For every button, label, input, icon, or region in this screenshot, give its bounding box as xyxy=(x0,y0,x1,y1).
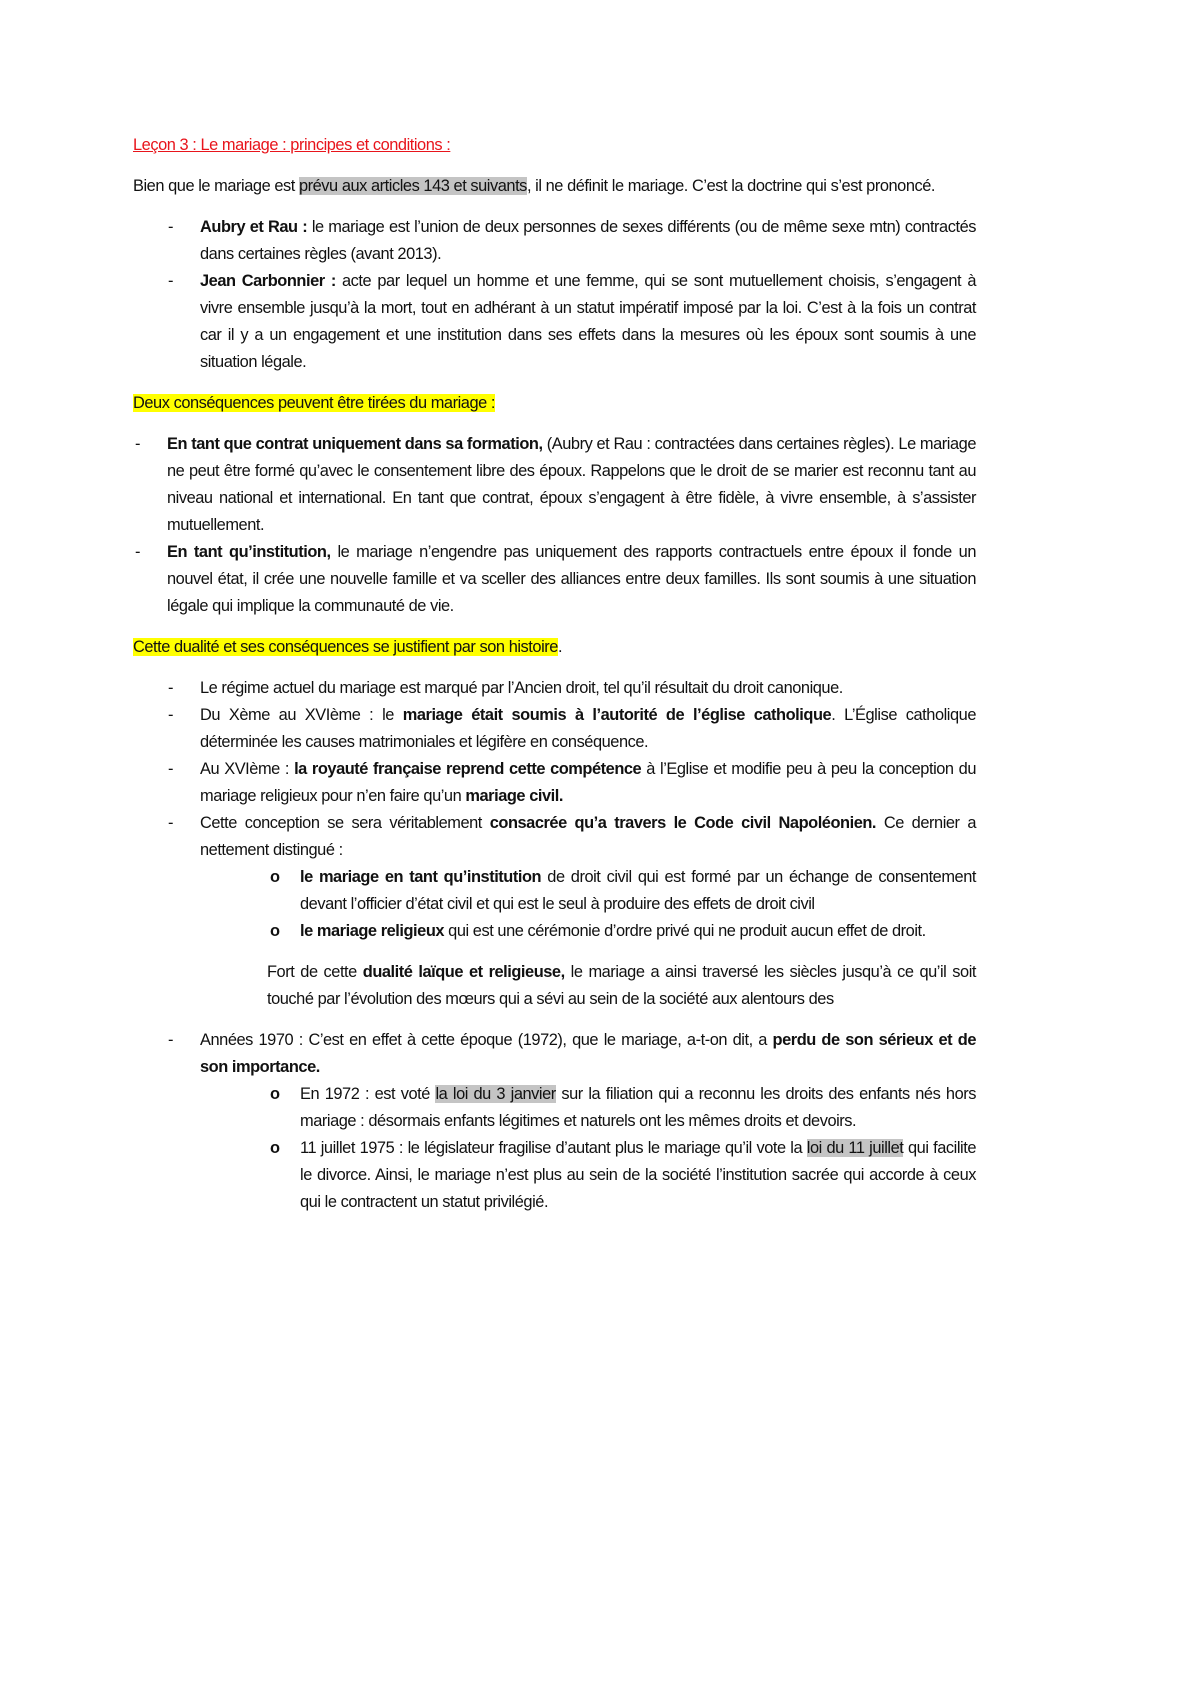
text-run: 11 juillet 1975 : le législateur fragilise d’autant plus le mariage qu’il vote la xyxy=(300,1139,807,1157)
highlighted-text: prévu aux articles 143 et suivants xyxy=(298,177,527,195)
list-item xyxy=(135,431,976,539)
text-run: le mariage est l’union de deux personnes de sexes différents (ou de même sexe mtn) contractés dans certaines règles (avant 2013). xyxy=(200,218,976,263)
bold-text: la royauté française reprend cette compétence xyxy=(294,760,642,778)
sub-list-item xyxy=(270,1081,976,1135)
paragraph-spacer xyxy=(133,200,976,214)
paragraph xyxy=(133,634,976,661)
text-run: , il ne définit le mariage. C’est la doctrine qui s’est prononcé. xyxy=(526,177,936,195)
list-item xyxy=(168,810,977,864)
text-run: acte par lequel un homme et une femme, qui se sont mutuellement choisis, s’engagent à vivre ensemble jusqu’à la mort, tout en adhérant à un statut impératif imposé par la loi. C’est à la fois un contrat car il y a un engagement et une institution dans ses effets dans la mesures où les époux sont soumis à une situation légale. xyxy=(200,272,976,371)
text-run: à l’Eglise et modifie peu à peu la conception du mariage religieux pour n’en faire qu’un xyxy=(200,760,976,805)
list-item xyxy=(135,539,976,620)
text-run: Au XVIème : xyxy=(200,760,295,778)
bold-text: dualité laïque et religieuse, xyxy=(362,963,565,981)
yellow-highlighted-text: Deux conséquences peuvent être tirées du mariage : xyxy=(133,394,495,412)
bullet-circle-icon: o xyxy=(270,922,280,940)
highlighted-text: loi du 11 juillet xyxy=(806,1139,904,1157)
bold-text: En tant qu’institution, xyxy=(167,543,331,561)
paragraph-spacer xyxy=(133,376,976,390)
paragraph-spacer xyxy=(133,620,976,634)
bullet-dash-icon: - xyxy=(168,706,174,724)
text-run: qui facilite le divorce. Ainsi, le mariage n’est plus au sein de la société l’institution sacrée qui accorde à ceux qui le contractent un statut privilégié. xyxy=(300,1139,976,1211)
text-run: qui est une cérémonie d’ordre privé qui ne produit aucun effet de droit. xyxy=(444,922,926,940)
highlighted-text: la loi du 3 janvier xyxy=(435,1085,556,1103)
list-item xyxy=(168,675,976,702)
paragraph-spacer xyxy=(133,1013,976,1027)
bullet-dash-icon: - xyxy=(135,435,141,453)
sub-list-item xyxy=(270,1135,976,1216)
bold-text: Aubry et Rau : xyxy=(200,218,308,236)
bullet-dash-icon: - xyxy=(168,272,174,290)
paragraph xyxy=(267,959,976,1013)
text-run: . xyxy=(557,638,563,656)
bold-text: consacrée qu’a travers le Code civil Napoléonien. xyxy=(489,814,877,832)
text-run: de droit civil qui est formé par un échange de consentement devant l’officier d’état civil et qui est le seul à produire des effets de droit civil xyxy=(300,868,976,913)
paragraph-spacer xyxy=(133,945,976,959)
bullet-circle-icon: o xyxy=(270,1085,280,1103)
list-item xyxy=(168,268,976,376)
yellow-highlighted-text: Cette dualité et ses conséquences se justifient par son histoire xyxy=(133,638,558,656)
bullet-dash-icon: - xyxy=(168,814,174,832)
bullet-circle-icon: o xyxy=(270,868,280,886)
text-run: sur la filiation qui a reconnu les droits des enfants nés hors mariage : désormais enfants légitimes et naturels ont les mêmes droits et devoirs. xyxy=(300,1085,976,1130)
list-item xyxy=(168,1027,976,1081)
paragraph xyxy=(133,390,976,417)
bold-text: Jean Carbonnier : xyxy=(200,272,336,290)
document-body xyxy=(133,173,976,1216)
bullet-dash-icon: - xyxy=(168,760,174,778)
bold-text: perdu de son sérieux et de son importance. xyxy=(200,1031,976,1076)
text-run: Fort de cette xyxy=(267,963,363,981)
text-run: (Aubry et Rau : contractées dans certaines règles). Le mariage ne peut être formé qu’avec le consentement libre des époux. Rappelons que le droit de se marier est reconnu tant au niveau national et international. En tant que contrat, époux s’engagent à être fidèle, à vivre ensemble, à s’assister mutuellement. xyxy=(167,435,976,534)
sub-list-item xyxy=(270,864,976,918)
bullet-dash-icon: - xyxy=(135,543,141,561)
text-run: En 1972 : est voté xyxy=(300,1085,436,1103)
bold-text: le mariage religieux xyxy=(300,922,445,940)
paragraph-spacer xyxy=(133,417,976,431)
text-run: Du Xème au XVIème : le xyxy=(200,706,403,724)
bullet-circle-icon: o xyxy=(270,1139,280,1157)
text-run: Années 1970 : C’est en effet à cette époque (1972), que le mariage, a-t-on dit, a xyxy=(200,1031,773,1049)
text-run: Bien que le mariage est xyxy=(133,177,299,195)
bold-text: mariage civil. xyxy=(465,787,563,805)
paragraph xyxy=(133,173,976,200)
document-page xyxy=(133,132,976,1216)
bullet-dash-icon: - xyxy=(168,679,174,697)
lesson-title: Leçon 3 : Le mariage : principes et conditions : xyxy=(133,136,451,154)
bullet-dash-icon: - xyxy=(168,1031,174,1049)
list-item xyxy=(168,702,976,756)
text-run: le mariage a ainsi traversé les siècles jusqu’à ce qu’il soit touché par l’évolution des mœurs qui a sévi au sein de la société aux alentours des xyxy=(267,963,977,1008)
sub-list-item xyxy=(270,918,976,945)
text-run: Cette conception se sera véritablement xyxy=(200,814,490,832)
text-run: Ce dernier a nettement distingué : xyxy=(200,814,977,859)
list-item xyxy=(168,214,976,268)
bold-text: En tant que contrat uniquement dans sa formation, xyxy=(167,435,543,453)
paragraph-spacer xyxy=(133,661,976,675)
bullet-dash-icon: - xyxy=(168,218,174,236)
text-run: Le régime actuel du mariage est marqué par l’Ancien droit, tel qu’il résultait du droit canonique. xyxy=(200,679,843,697)
list-item xyxy=(168,756,976,810)
text-run: le mariage n’engendre pas uniquement des rapports contractuels entre époux il fonde un nouvel état, il crée une nouvelle famille et va sceller des alliances entre deux familles. Ils sont soumis à une situation légale qui implique la communauté de vie. xyxy=(167,543,976,615)
bold-text: mariage était soumis à l’autorité de l’église catholique xyxy=(402,706,832,724)
bold-text: le mariage en tant qu’institution xyxy=(300,868,542,886)
text-run: . L’Église catholique déterminée les causes matrimoniales et légifère en conséquence. xyxy=(200,706,976,751)
